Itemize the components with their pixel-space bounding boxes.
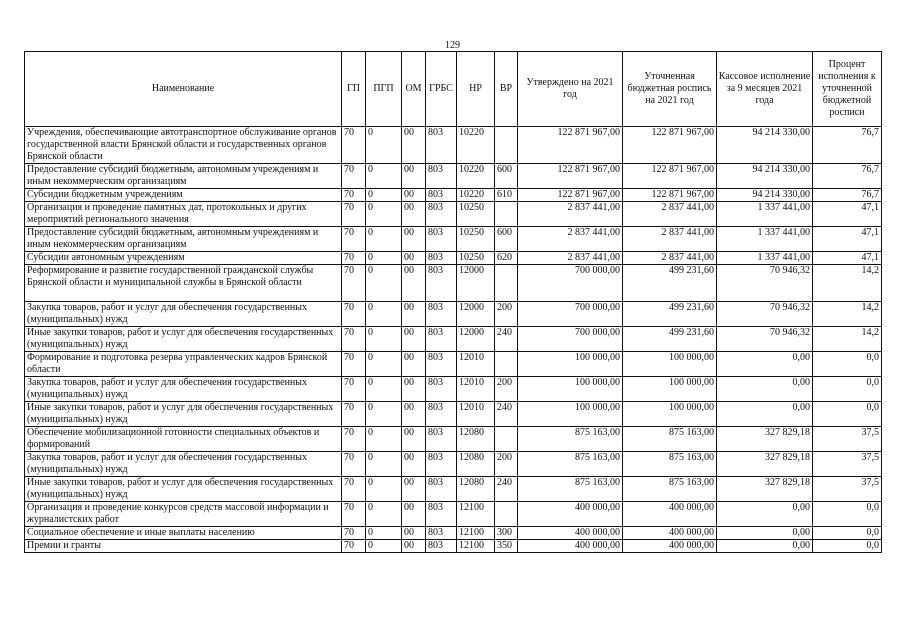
cell-name: Иные закупки товаров, работ и услуг для обеспечения государственных (муниципальных) нужд bbox=[25, 477, 342, 502]
cell-np: 10250 bbox=[457, 252, 495, 265]
cell-percent: 76,7 bbox=[813, 164, 882, 189]
cell-ppgp: 0 bbox=[366, 189, 402, 202]
cell-cash: 0,00 bbox=[717, 377, 813, 402]
cell-cash: 94 214 330,00 bbox=[717, 164, 813, 189]
cell-om: 00 bbox=[402, 127, 426, 164]
cell-revised: 100 000,00 bbox=[623, 352, 717, 377]
cell-percent: 0,0 bbox=[813, 527, 882, 540]
cell-percent: 0,0 bbox=[813, 502, 882, 527]
table-row bbox=[25, 302, 882, 327]
cell-percent: 14,2 bbox=[813, 327, 882, 352]
cell-vr bbox=[495, 427, 518, 452]
cell-cash: 327 829,18 bbox=[717, 477, 813, 502]
cell-revised: 499 231,60 bbox=[623, 327, 717, 352]
cell-vr: 600 bbox=[495, 164, 518, 189]
cell-np: 12000 bbox=[457, 265, 495, 302]
cell-approved: 700 000,00 bbox=[518, 327, 623, 352]
cell-ppgp: 0 bbox=[366, 452, 402, 477]
table-row bbox=[25, 452, 882, 477]
cell-np: 10220 bbox=[457, 127, 495, 164]
cell-np: 12080 bbox=[457, 452, 495, 477]
cell-cash: 70 946,32 bbox=[717, 265, 813, 302]
cell-approved: 700 000,00 bbox=[518, 265, 623, 302]
cell-np: 12000 bbox=[457, 302, 495, 327]
cell-approved: 875 163,00 bbox=[518, 477, 623, 502]
cell-cash: 327 829,18 bbox=[717, 427, 813, 452]
cell-approved: 400 000,00 bbox=[518, 540, 623, 553]
cell-om: 00 bbox=[402, 227, 426, 252]
cell-ppgp: 0 bbox=[366, 252, 402, 265]
cell-cash: 0,00 bbox=[717, 352, 813, 377]
cell-revised: 400 000,00 bbox=[623, 502, 717, 527]
cell-cash: 0,00 bbox=[717, 527, 813, 540]
cell-grbs: 803 bbox=[426, 502, 457, 527]
cell-grbs: 803 bbox=[426, 477, 457, 502]
cell-grbs: 803 bbox=[426, 427, 457, 452]
table-row bbox=[25, 252, 882, 265]
cell-om: 00 bbox=[402, 452, 426, 477]
cell-name: Организация и проведение памятных дат, протокольных и других мероприятий регионального значения bbox=[25, 202, 342, 227]
cell-gp: 70 bbox=[342, 202, 366, 227]
cell-gp: 70 bbox=[342, 252, 366, 265]
cell-revised: 122 871 967,00 bbox=[623, 164, 717, 189]
cell-approved: 700 000,00 bbox=[518, 302, 623, 327]
cell-grbs: 803 bbox=[426, 127, 457, 164]
cell-om: 00 bbox=[402, 202, 426, 227]
cell-gp: 70 bbox=[342, 227, 366, 252]
cell-vr: 300 bbox=[495, 527, 518, 540]
cell-vr bbox=[495, 127, 518, 164]
cell-name: Премии и гранты bbox=[25, 540, 342, 553]
cell-grbs: 803 bbox=[426, 527, 457, 540]
cell-ppgp: 0 bbox=[366, 164, 402, 189]
cell-approved: 100 000,00 bbox=[518, 352, 623, 377]
cell-ppgp: 0 bbox=[366, 302, 402, 327]
cell-revised: 2 837 441,00 bbox=[623, 227, 717, 252]
cell-grbs: 803 bbox=[426, 540, 457, 553]
cell-gp: 70 bbox=[342, 189, 366, 202]
cell-approved: 875 163,00 bbox=[518, 452, 623, 477]
table-row bbox=[25, 477, 882, 502]
cell-approved: 100 000,00 bbox=[518, 402, 623, 427]
table-row bbox=[25, 527, 882, 540]
cell-percent: 47,1 bbox=[813, 227, 882, 252]
table-row bbox=[25, 402, 882, 427]
cell-om: 00 bbox=[402, 502, 426, 527]
cell-percent: 37,5 bbox=[813, 427, 882, 452]
cell-grbs: 803 bbox=[426, 189, 457, 202]
cell-om: 00 bbox=[402, 265, 426, 302]
cell-gp: 70 bbox=[342, 527, 366, 540]
cell-np: 12100 bbox=[457, 502, 495, 527]
cell-percent: 47,1 bbox=[813, 252, 882, 265]
cell-name: Социальное обеспечение и иные выплаты населению bbox=[25, 527, 342, 540]
cell-percent: 76,7 bbox=[813, 189, 882, 202]
cell-np: 10220 bbox=[457, 164, 495, 189]
cell-vr: 200 bbox=[495, 302, 518, 327]
cell-approved: 875 163,00 bbox=[518, 427, 623, 452]
table-row bbox=[25, 352, 882, 377]
cell-om: 00 bbox=[402, 527, 426, 540]
cell-ppgp: 0 bbox=[366, 477, 402, 502]
cell-ppgp: 0 bbox=[366, 127, 402, 164]
table-row bbox=[25, 127, 882, 164]
cell-approved: 2 837 441,00 bbox=[518, 202, 623, 227]
table-row bbox=[25, 540, 882, 553]
cell-vr bbox=[495, 502, 518, 527]
cell-grbs: 803 bbox=[426, 402, 457, 427]
cell-gp: 70 bbox=[342, 377, 366, 402]
cell-revised: 875 163,00 bbox=[623, 477, 717, 502]
cell-cash: 1 337 441,00 bbox=[717, 227, 813, 252]
cell-percent: 47,1 bbox=[813, 202, 882, 227]
header-revised: Уточненная бюджетная роспись на 2021 год bbox=[623, 52, 717, 127]
header-vr: ВР bbox=[495, 52, 518, 127]
cell-np: 10220 bbox=[457, 189, 495, 202]
cell-vr: 610 bbox=[495, 189, 518, 202]
table-row bbox=[25, 377, 882, 402]
cell-ppgp: 0 bbox=[366, 227, 402, 252]
table-row bbox=[25, 164, 882, 189]
cell-grbs: 803 bbox=[426, 352, 457, 377]
page-number: 129 bbox=[445, 40, 460, 51]
cell-vr: 200 bbox=[495, 452, 518, 477]
cell-grbs: 803 bbox=[426, 265, 457, 302]
cell-approved: 100 000,00 bbox=[518, 377, 623, 402]
cell-vr: 600 bbox=[495, 227, 518, 252]
cell-grbs: 803 bbox=[426, 252, 457, 265]
cell-gp: 70 bbox=[342, 302, 366, 327]
cell-om: 00 bbox=[402, 540, 426, 553]
cell-percent: 37,5 bbox=[813, 452, 882, 477]
cell-ppgp: 0 bbox=[366, 327, 402, 352]
cell-revised: 2 837 441,00 bbox=[623, 252, 717, 265]
table-row bbox=[25, 427, 882, 452]
cell-cash: 0,00 bbox=[717, 540, 813, 553]
cell-ppgp: 0 bbox=[366, 265, 402, 302]
cell-grbs: 803 bbox=[426, 452, 457, 477]
cell-revised: 100 000,00 bbox=[623, 402, 717, 427]
cell-revised: 122 871 967,00 bbox=[623, 189, 717, 202]
cell-name: Реформирование и развитие государственной гражданской службы Брянской области и муниципальной службы в Брянской области bbox=[25, 265, 342, 302]
cell-percent: 0,0 bbox=[813, 540, 882, 553]
cell-name: Субсидии бюджетным учреждениям bbox=[25, 189, 342, 202]
cell-gp: 70 bbox=[342, 477, 366, 502]
cell-np: 12010 bbox=[457, 402, 495, 427]
cell-ppgp: 0 bbox=[366, 377, 402, 402]
cell-np: 12100 bbox=[457, 527, 495, 540]
header-gp: ГП bbox=[342, 52, 366, 127]
cell-gp: 70 bbox=[342, 402, 366, 427]
table-row bbox=[25, 327, 882, 352]
cell-vr: 620 bbox=[495, 252, 518, 265]
cell-om: 00 bbox=[402, 164, 426, 189]
cell-gp: 70 bbox=[342, 540, 366, 553]
cell-approved: 122 871 967,00 bbox=[518, 189, 623, 202]
cell-om: 00 bbox=[402, 327, 426, 352]
cell-np: 12080 bbox=[457, 477, 495, 502]
header-cash: Кассовое исполнение за 9 месяцев 2021 года bbox=[717, 52, 813, 127]
cell-gp: 70 bbox=[342, 502, 366, 527]
cell-ppgp: 0 bbox=[366, 202, 402, 227]
cell-om: 00 bbox=[402, 189, 426, 202]
cell-percent: 0,0 bbox=[813, 352, 882, 377]
cell-om: 00 bbox=[402, 352, 426, 377]
table-row bbox=[25, 189, 882, 202]
cell-revised: 100 000,00 bbox=[623, 377, 717, 402]
cell-np: 12080 bbox=[457, 427, 495, 452]
cell-gp: 70 bbox=[342, 164, 366, 189]
cell-approved: 122 871 967,00 bbox=[518, 164, 623, 189]
cell-approved: 400 000,00 bbox=[518, 527, 623, 540]
cell-ppgp: 0 bbox=[366, 402, 402, 427]
table-row bbox=[25, 502, 882, 527]
cell-grbs: 803 bbox=[426, 377, 457, 402]
cell-revised: 875 163,00 bbox=[623, 452, 717, 477]
cell-cash: 1 337 441,00 bbox=[717, 202, 813, 227]
cell-om: 00 bbox=[402, 252, 426, 265]
header-name: Наименование bbox=[25, 52, 342, 127]
cell-om: 00 bbox=[402, 402, 426, 427]
cell-percent: 76,7 bbox=[813, 127, 882, 164]
cell-name: Закупка товаров, работ и услуг для обеспечения государственных (муниципальных) нужд bbox=[25, 452, 342, 477]
cell-approved: 122 871 967,00 bbox=[518, 127, 623, 164]
cell-cash: 94 214 330,00 bbox=[717, 127, 813, 164]
cell-name: Обеспечение мобилизационной готовности специальных объектов и формирований bbox=[25, 427, 342, 452]
cell-name: Иные закупки товаров, работ и услуг для обеспечения государственных (муниципальных) нужд bbox=[25, 402, 342, 427]
cell-name: Предоставление субсидий бюджетным, автономным учреждениям и иным некоммерческим организациям bbox=[25, 227, 342, 252]
cell-revised: 2 837 441,00 bbox=[623, 202, 717, 227]
cell-revised: 400 000,00 bbox=[623, 540, 717, 553]
header-om: ОМ bbox=[402, 52, 426, 127]
table-header-row bbox=[25, 52, 882, 127]
cell-percent: 37,5 bbox=[813, 477, 882, 502]
cell-cash: 0,00 bbox=[717, 502, 813, 527]
cell-ppgp: 0 bbox=[366, 540, 402, 553]
cell-om: 00 bbox=[402, 302, 426, 327]
budget-execution-table bbox=[24, 51, 882, 553]
cell-gp: 70 bbox=[342, 327, 366, 352]
cell-gp: 70 bbox=[342, 452, 366, 477]
table-row bbox=[25, 265, 882, 302]
cell-vr bbox=[495, 202, 518, 227]
cell-cash: 1 337 441,00 bbox=[717, 252, 813, 265]
cell-gp: 70 bbox=[342, 352, 366, 377]
cell-om: 00 bbox=[402, 477, 426, 502]
cell-grbs: 803 bbox=[426, 202, 457, 227]
cell-percent: 14,2 bbox=[813, 265, 882, 302]
cell-cash: 70 946,32 bbox=[717, 327, 813, 352]
cell-vr: 240 bbox=[495, 402, 518, 427]
cell-name: Субсидии автономным учреждениям bbox=[25, 252, 342, 265]
header-percent: Процент исполнения к уточненной бюджетной росписи bbox=[813, 52, 882, 127]
cell-np: 12000 bbox=[457, 327, 495, 352]
cell-name: Иные закупки товаров, работ и услуг для обеспечения государственных (муниципальных) нужд bbox=[25, 327, 342, 352]
cell-cash: 94 214 330,00 bbox=[717, 189, 813, 202]
cell-vr: 240 bbox=[495, 327, 518, 352]
cell-om: 00 bbox=[402, 427, 426, 452]
cell-name: Закупка товаров, работ и услуг для обеспечения государственных (муниципальных) нужд bbox=[25, 377, 342, 402]
cell-name: Организация и проведение конкурсов средств массовой информации и журналистских работ bbox=[25, 502, 342, 527]
cell-vr bbox=[495, 265, 518, 302]
header-ppgp: ПГП bbox=[366, 52, 402, 127]
cell-grbs: 803 bbox=[426, 227, 457, 252]
cell-vr: 350 bbox=[495, 540, 518, 553]
cell-np: 12010 bbox=[457, 377, 495, 402]
cell-grbs: 803 bbox=[426, 164, 457, 189]
cell-revised: 875 163,00 bbox=[623, 427, 717, 452]
cell-approved: 400 000,00 bbox=[518, 502, 623, 527]
cell-name: Предоставление субсидий бюджетным, автономным учреждениям и иным некоммерческим организациям bbox=[25, 164, 342, 189]
cell-vr: 200 bbox=[495, 377, 518, 402]
cell-cash: 0,00 bbox=[717, 402, 813, 427]
cell-om: 00 bbox=[402, 377, 426, 402]
cell-name: Закупка товаров, работ и услуг для обеспечения государственных (муниципальных) нужд bbox=[25, 302, 342, 327]
cell-ppgp: 0 bbox=[366, 352, 402, 377]
cell-percent: 0,0 bbox=[813, 377, 882, 402]
cell-percent: 0,0 bbox=[813, 402, 882, 427]
cell-gp: 70 bbox=[342, 265, 366, 302]
cell-revised: 400 000,00 bbox=[623, 527, 717, 540]
cell-revised: 499 231,60 bbox=[623, 302, 717, 327]
cell-name: Формирование и подготовка резерва управленческих кадров Брянской области bbox=[25, 352, 342, 377]
cell-gp: 70 bbox=[342, 427, 366, 452]
cell-np: 10250 bbox=[457, 202, 495, 227]
cell-percent: 14,2 bbox=[813, 302, 882, 327]
cell-name: Учреждения, обеспечивающие автотранспортное обслуживание органов государственной власти Брянской области и государственных органов Брянской области bbox=[25, 127, 342, 164]
header-np: НР bbox=[457, 52, 495, 127]
cell-approved: 2 837 441,00 bbox=[518, 252, 623, 265]
header-approved: Утверждено на 2021 год bbox=[518, 52, 623, 127]
cell-cash: 70 946,32 bbox=[717, 302, 813, 327]
cell-revised: 122 871 967,00 bbox=[623, 127, 717, 164]
table-row bbox=[25, 227, 882, 252]
cell-vr bbox=[495, 352, 518, 377]
header-grbs: ГРБС bbox=[426, 52, 457, 127]
cell-np: 12010 bbox=[457, 352, 495, 377]
cell-np: 12100 bbox=[457, 540, 495, 553]
cell-ppgp: 0 bbox=[366, 502, 402, 527]
cell-ppgp: 0 bbox=[366, 427, 402, 452]
cell-np: 10250 bbox=[457, 227, 495, 252]
cell-ppgp: 0 bbox=[366, 527, 402, 540]
table-row bbox=[25, 202, 882, 227]
cell-grbs: 803 bbox=[426, 302, 457, 327]
cell-gp: 70 bbox=[342, 127, 366, 164]
cell-cash: 327 829,18 bbox=[717, 452, 813, 477]
cell-vr: 240 bbox=[495, 477, 518, 502]
cell-revised: 499 231,60 bbox=[623, 265, 717, 302]
cell-approved: 2 837 441,00 bbox=[518, 227, 623, 252]
cell-grbs: 803 bbox=[426, 327, 457, 352]
